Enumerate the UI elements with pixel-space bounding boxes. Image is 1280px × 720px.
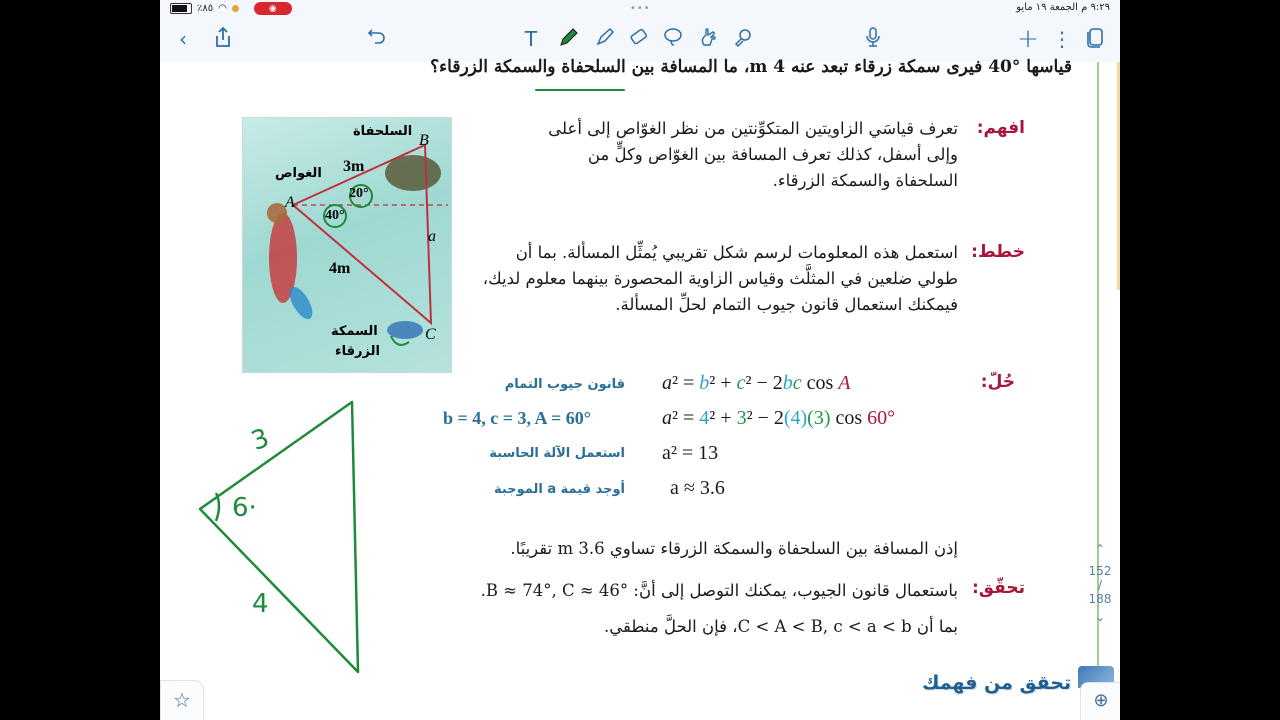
label-AB: 3m <box>343 158 365 175</box>
solve-eq-1: a² = b² + c² − 2bc cos A <box>662 372 851 394</box>
solve-note-3: استعمل الآلة الحاسبة <box>489 446 625 461</box>
solve-conclusion: إذن المسافة بين السلحفاة والسمكة الزرقاء تساوي 3.6 m تقريبًا. <box>510 539 958 558</box>
handwritten-triangle-sketch <box>190 397 410 682</box>
label-A: A <box>285 194 295 211</box>
zoom-in-icon[interactable]: ⊕ <box>1080 682 1120 720</box>
text-tool-icon[interactable]: T <box>524 27 538 51</box>
label-turtle: السلحفاة <box>353 124 413 139</box>
solve-note-4: أوجد قيمة a الموجبة <box>494 482 625 497</box>
check-label: تحقّق: <box>972 578 1025 598</box>
app-screen <box>160 0 1120 720</box>
total-pages: 188 <box>1088 592 1112 606</box>
solve-label: حُلّ: <box>980 372 1015 392</box>
question-text: قياسها °40 فيرى سمكة زرقاء تبعد عنه 4 m، ما المسافة بين السلحفاة والسمكة الزرقاء؟ <box>430 57 1072 77</box>
shape-tool-icon[interactable] <box>730 26 756 52</box>
sketch-side-3: 3 <box>247 423 274 457</box>
page-edge <box>1117 62 1120 290</box>
solve-eq-4: a ≈ 3.6 <box>670 477 725 499</box>
status-bar <box>160 0 1120 18</box>
multitask-dots[interactable]: ••• <box>630 3 651 14</box>
page-navigator[interactable] <box>1085 542 1115 624</box>
problem-figure <box>242 117 452 373</box>
plan-label: خطط: <box>971 242 1025 262</box>
highlighter-icon[interactable] <box>592 26 618 52</box>
wifi-icon: ◠ <box>218 3 227 14</box>
lasso-icon[interactable] <box>660 26 686 52</box>
solve-note-2: b = 4, c = 3, A = 60° <box>443 408 591 428</box>
eraser-icon[interactable] <box>626 26 652 52</box>
undo-icon[interactable] <box>364 26 390 52</box>
label-angle-up: 20° <box>349 186 369 201</box>
plan-text: استعمل هذه المعلومات لرسم شكل تقريبي يُمثِّل المسألة. بما أن طولي ضلعين في المثلَّث وقياس الزاوية المحصورة بينهما معلوم لديك، فيمكنك استعمال قانون جيوب التمام لحلِّ المسألة. <box>482 243 958 314</box>
solve-eq-3: a² = 13 <box>662 442 719 464</box>
time-date: ٩:٢٩ م الجمعة ١٩ مايو <box>1016 2 1110 13</box>
share-icon[interactable] <box>210 26 236 52</box>
pen-icon[interactable] <box>556 26 582 52</box>
battery-percent: ٪٨٥ <box>197 3 214 14</box>
star-icon[interactable]: ☆ <box>160 680 204 720</box>
check-line-1: باستعمال قانون الجيوب، يمكنك التوصل إلى أنَّ: B ≈ 74°, C ≈ 46°. <box>480 581 958 600</box>
sketch-side-4: 4 <box>252 589 269 619</box>
understand-label: افهم: <box>976 118 1025 138</box>
ink-underline <box>535 89 625 91</box>
page-down-icon[interactable]: ⌄ <box>1094 610 1106 624</box>
label-angle-down: 40° <box>325 208 345 223</box>
mic-indicator-dot <box>232 5 239 12</box>
battery-icon <box>170 3 192 14</box>
section-heading: تحقق من فهمك <box>922 672 1072 694</box>
label-AC: 4m <box>329 260 351 277</box>
solve-note-1: قانون جيوب التمام <box>504 377 625 392</box>
page-up-icon[interactable]: ⌃ <box>1094 542 1106 556</box>
solve-eq-2: a² = 4² + 3² − 2(4)(3) cos 60° <box>662 407 896 429</box>
label-fish-1: السمكة <box>331 324 378 339</box>
label-C: C <box>425 326 436 343</box>
status-left <box>170 2 292 15</box>
document-page[interactable] <box>160 57 1120 720</box>
check-line-2: بما أن C < A < B, c < a < b، فإن الحلَّ منطقي. <box>604 617 958 636</box>
current-page: 152 <box>1088 564 1112 578</box>
label-a: a <box>428 228 436 245</box>
label-B: B <box>419 132 429 149</box>
plus-icon[interactable]: + <box>1017 24 1039 54</box>
pages-icon[interactable] <box>1082 26 1108 52</box>
hand-touch-icon[interactable] <box>696 26 722 52</box>
microphone-icon[interactable] <box>860 26 886 52</box>
more-icon[interactable]: ⋮ <box>1052 27 1072 51</box>
label-fish-2: الزرقاء <box>335 344 380 359</box>
understand-text: تعرف قياسَي الزاويتين المتكوِّنتين من نظر الغوّاص إلى أعلى وإلى أسفل، كذلك تعرف المسافة بين الغوّاص وكلٍّ من السلحفاة والسمكة الزرقاء. <box>548 119 958 190</box>
page-divider: / <box>1097 578 1103 592</box>
label-diver: الغواص <box>275 166 322 181</box>
back-icon[interactable]: ‹ <box>179 27 187 51</box>
record-icon[interactable]: ◉ <box>254 2 292 15</box>
sketch-angle: 6· <box>232 493 257 523</box>
